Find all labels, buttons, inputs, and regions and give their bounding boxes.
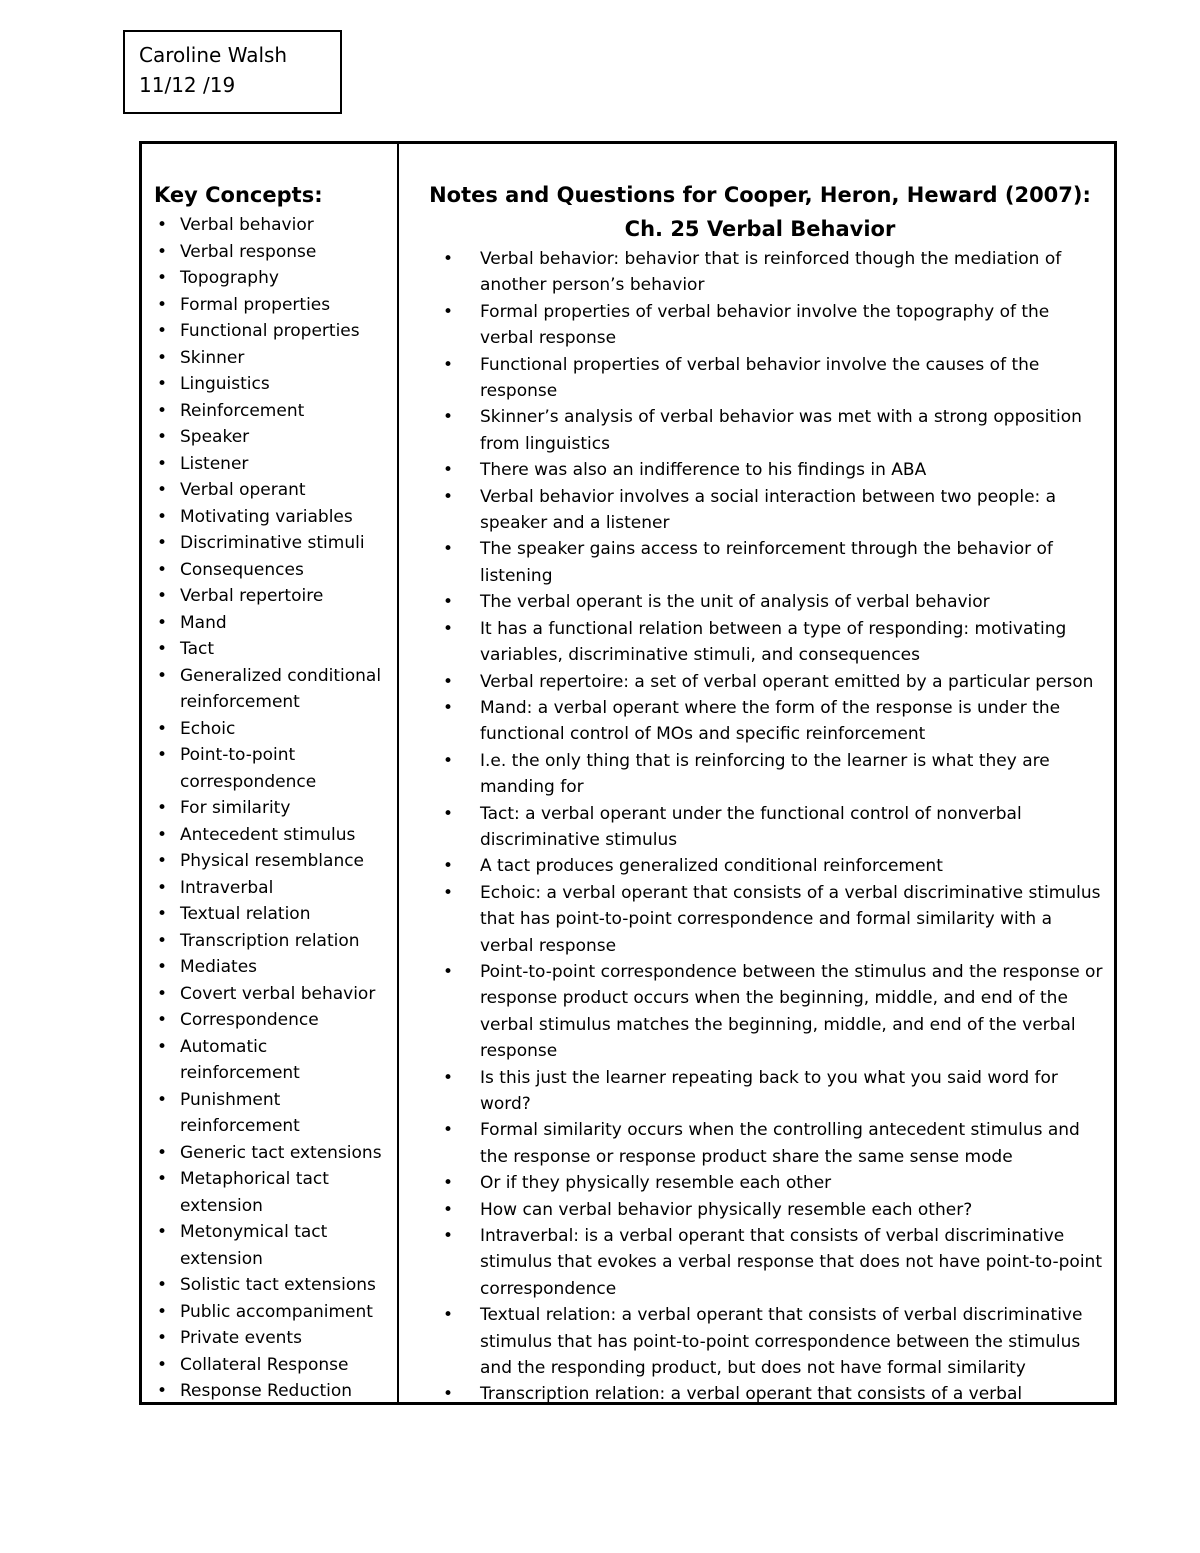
key-concept-item: • Formal properties <box>152 292 392 319</box>
key-concept-item: • Response Reduction <box>152 1378 392 1405</box>
key-concepts-list <box>152 212 392 1405</box>
note-item: • There was also an indifference to his findings in ABA <box>410 457 1110 483</box>
key-concept-item: • Generalized conditional reinforcement <box>152 663 392 716</box>
note-item: • Or if they physically resemble each other <box>410 1170 1110 1196</box>
key-concept-item: • Transcription relation <box>152 928 392 955</box>
key-concept-item: • Mediates <box>152 954 392 981</box>
notes-heading: Notes and Questions for Cooper, Heron, Heward (2007): Ch. 25 Verbal Behavior <box>429 183 1091 241</box>
key-concepts-heading: Key Concepts: <box>154 183 323 207</box>
key-concept-item: • For similarity <box>152 795 392 822</box>
note-item: • Textual relation: a verbal operant that consists of verbal discriminative stimulus that has point-to-point correspondence between the stimulus and the responding product, but does not have formal similarity <box>410 1302 1110 1381</box>
notes-list <box>410 246 1110 1408</box>
key-concept-item: • Functional properties <box>152 318 392 345</box>
key-concept-item: • Private events <box>152 1325 392 1352</box>
key-concept-item: • Public accompaniment <box>152 1299 392 1326</box>
key-concept-item: • Automatic reinforcement <box>152 1034 392 1087</box>
notes-column <box>410 178 1110 1408</box>
key-concept-item: • Collateral Response <box>152 1352 392 1379</box>
note-item: • Mand: a verbal operant where the form of the response is under the functional control of MOs and specific reinforcement <box>410 695 1110 748</box>
student-name: Caroline Walsh <box>139 43 288 67</box>
note-item: • Functional properties of verbal behavior involve the causes of the response <box>410 352 1110 405</box>
note-item: • How can verbal behavior physically resemble each other? <box>410 1197 1110 1223</box>
notes-table <box>139 141 1117 1405</box>
key-concept-item: • Punishment reinforcement <box>152 1087 392 1140</box>
key-concept-item: • Correspondence <box>152 1007 392 1034</box>
key-concepts-column <box>152 178 392 1405</box>
note-item: • The speaker gains access to reinforcement through the behavior of listening <box>410 536 1110 589</box>
key-concept-item: • Verbal repertoire <box>152 583 392 610</box>
key-concept-item: • Echoic <box>152 716 392 743</box>
note-item: • Verbal behavior: behavior that is reinforced though the mediation of another person’s behavior <box>410 246 1110 299</box>
key-concept-item: • Solistic tact extensions <box>152 1272 392 1299</box>
student-info-box <box>123 30 342 114</box>
key-concept-item: • Reinforcement <box>152 398 392 425</box>
note-item: • Skinner’s analysis of verbal behavior was met with a strong opposition from linguistics <box>410 404 1110 457</box>
column-divider <box>397 144 399 1402</box>
key-concept-item: • Physical resemblance <box>152 848 392 875</box>
key-concept-item: • Linguistics <box>152 371 392 398</box>
note-item: • Echoic: a verbal operant that consists of a verbal discriminative stimulus that has point-to-point correspondence and formal similarity with a verbal response <box>410 880 1110 959</box>
key-concept-item: • Covert verbal behavior <box>152 981 392 1008</box>
key-concept-item: • Consequences <box>152 557 392 584</box>
note-item: • Intraverbal: is a verbal operant that consists of verbal discriminative stimulus that evokes a verbal response that does not have point-to-point correspondence <box>410 1223 1110 1302</box>
key-concept-item: • Motivating variables <box>152 504 392 531</box>
note-item: • I.e. the only thing that is reinforcing to the learner is what they are manding for <box>410 748 1110 801</box>
note-item: • It has a functional relation between a type of responding: motivating variables, discriminative stimuli, and consequences <box>410 616 1110 669</box>
key-concept-item: • Verbal operant <box>152 477 392 504</box>
key-concept-item: • Point-to-point correspondence <box>152 742 392 795</box>
key-concept-item: • Generic tact extensions <box>152 1140 392 1167</box>
date: 11/12 /19 <box>139 73 236 97</box>
key-concept-item: • Intraverbal <box>152 875 392 902</box>
note-item: • Point-to-point correspondence between the stimulus and the response or response product occurs when the beginning, middle, and end of the verbal stimulus matches the beginning, middle, and end of the verbal response <box>410 959 1110 1065</box>
key-concept-item: • Tact <box>152 636 392 663</box>
note-item: • A tact produces generalized conditional reinforcement <box>410 853 1110 879</box>
key-concept-item: • Textual relation <box>152 901 392 928</box>
note-item: • Is this just the learner repeating back to you what you said word for word? <box>410 1065 1110 1118</box>
note-item: • Tact: a verbal operant under the functional control of nonverbal discriminative stimulus <box>410 801 1110 854</box>
key-concept-item: • Verbal behavior <box>152 212 392 239</box>
key-concept-item: • Verbal response <box>152 239 392 266</box>
key-concept-item: • Listener <box>152 451 392 478</box>
key-concept-item: • Discriminative stimuli <box>152 530 392 557</box>
note-item: • Formal properties of verbal behavior involve the topography of the verbal response <box>410 299 1110 352</box>
note-item: • Verbal repertoire: a set of verbal operant emitted by a particular person <box>410 669 1110 695</box>
key-concept-item: • Topography <box>152 265 392 292</box>
key-concept-item: • Metaphorical tact extension <box>152 1166 392 1219</box>
key-concept-item: • Metonymical tact extension <box>152 1219 392 1272</box>
note-item: • Transcription relation: a verbal operant that consists of a verbal <box>410 1381 1110 1407</box>
key-concept-item: • Skinner <box>152 345 392 372</box>
note-item: • Verbal behavior involves a social interaction between two people: a speaker and a listener <box>410 484 1110 537</box>
note-item: • The verbal operant is the unit of analysis of verbal behavior <box>410 589 1110 615</box>
key-concept-item: • Speaker <box>152 424 392 451</box>
key-concept-item: • Mand <box>152 610 392 637</box>
note-item: • Formal similarity occurs when the controlling antecedent stimulus and the response or response product share the same sense mode <box>410 1117 1110 1170</box>
key-concept-item: • Antecedent stimulus <box>152 822 392 849</box>
